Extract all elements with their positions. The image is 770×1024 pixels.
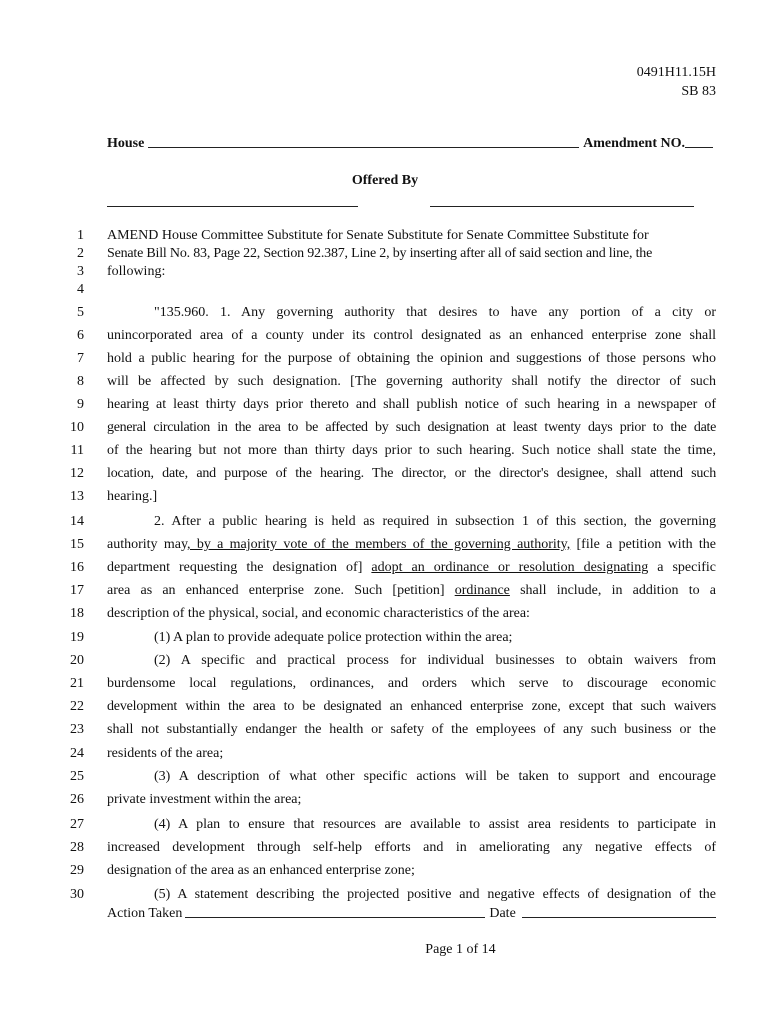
text-line: "135.960. 1. Any governing authority that desires to have any portion of a city or [154,305,716,320]
text-line: department requesting the designation of] adopt an ordinance or resolution designating a specific [107,560,716,575]
date-blank [522,916,716,918]
inserted-text: , by a majority vote of the members of the governing authority, [187,537,571,552]
text-line: (1) A plan to provide adequate police protection within the area; [154,630,513,645]
line-number: 7 [77,351,84,366]
text-line: 2. After a public hearing is held as required in subsection 1 of this section, the governing [154,514,716,529]
line-number: 11 [70,443,84,458]
text-line: Senate Bill No. 83, Page 22, Section 92.387, Line 2, by inserting after all of said section and line, the [107,246,653,261]
text-line: increased development through self-help efforts and in ameliorating any negative effects of [107,840,716,855]
text-line: authority may, by a majority vote of the members of the governing authority, [file a petition with the [107,537,716,552]
text-line: (3) A description of what other specific actions will be taken to support and encourage [154,769,716,784]
text-line: (4) A plan to ensure that resources are available to assist area residents to participate in [154,817,716,832]
offered-by-label: Offered By [351,173,419,188]
amendment-title-line [107,136,713,152]
line-number: 16 [70,560,84,575]
house-label: House [107,136,145,151]
line-number: 27 [70,817,84,832]
action-taken-line [107,906,716,922]
line-number: 2 [77,246,84,261]
line-number: 20 [70,653,84,668]
text-line: description of the physical, social, and economic characteristics of the area: [107,606,530,621]
text-line: (5) A statement describing the projected positive and negative effects of designation of the [154,887,716,902]
line-number: 5 [77,305,84,320]
text-line: following: [107,264,166,279]
text-line: AMEND House Committee Substitute for Senate Substitute for Senate Committee Substitute for [107,228,649,243]
action-taken-blank [185,916,485,918]
text-line: development within the area to be designated an enhanced enterprise zone, except that such waivers [107,699,716,714]
amendment-number-label: Amendment NO. [583,136,685,151]
text-line: general circulation in the area to be affected by such designation at least twenty days prior to the date [107,420,716,435]
line-number: 10 [70,420,84,435]
line-number: 22 [70,699,84,714]
text-line: hold a public hearing for the purpose of obtaining the opinion and suggestions of those persons who [107,351,716,366]
line-number: 4 [77,282,84,297]
line-number: 25 [70,769,84,784]
line-number: 28 [70,840,84,855]
action-taken-label: Action Taken [107,906,183,921]
line-number: 9 [77,397,84,412]
line-number: 15 [70,537,84,552]
text-line: area as an enhanced enterprise zone. Such [petition] ordinance shall include, in addition to a [107,583,716,598]
inserted-text: ordinance [454,583,510,598]
amendment-number-blank [685,146,713,148]
text-line: location, date, and purpose of the hearing. The director, or the director's designee, shall attend such [107,466,716,481]
line-number: 3 [77,264,84,279]
line-number: 21 [70,676,84,691]
text-line: of the hearing but not more than thirty days prior to such hearing. Such notice shall state the time, [107,443,716,458]
line-number: 6 [77,328,84,343]
line-number: 30 [70,887,84,902]
date-label: Date [489,906,516,921]
line-number: 1 [77,228,84,243]
line-number: 23 [70,722,84,737]
text-line: hearing.] [107,489,158,504]
line-number: 26 [70,792,84,807]
text-line: residents of the area; [107,746,224,761]
text-line: burdensome local regulations, ordinances, and orders which serve to discourage economic [107,676,716,691]
house-blank-line [148,146,579,148]
text-line: private investment within the area; [107,792,302,807]
line-number: 12 [70,466,84,481]
line-number: 8 [77,374,84,389]
text-line: hearing at least thirty days prior thereto and shall publish notice of such hearing in a newspaper of [107,397,716,412]
page-number: Page 1 of 14 [425,942,496,957]
line-number: 17 [70,583,84,598]
text-line: shall not substantially endanger the health or safety of the employees of any such business or the [107,722,716,737]
sponsor-signature-line [107,206,358,207]
document-header [637,63,716,101]
line-number: 13 [70,489,84,504]
text-line: (2) A specific and practical process for individual businesses to obtain waivers from [154,653,716,668]
text-line: unincorporated area of a county under its control designated as an enhanced enterprise zone shall [107,328,716,343]
inserted-text: adopt an ordinance or resolution designating [371,560,649,575]
line-number: 19 [70,630,84,645]
bill-number: SB 83 [681,84,716,99]
text-line: will be affected by such designation. [The governing authority shall notify the director of such [107,374,716,389]
line-number: 24 [70,746,84,761]
line-number: 14 [70,514,84,529]
line-number: 18 [70,606,84,621]
text-line: designation of the area as an enhanced enterprise zone; [107,863,415,878]
document-id: 0491H11.15H [636,65,716,80]
sponsor-signature-line [430,206,694,207]
line-number: 29 [70,863,84,878]
